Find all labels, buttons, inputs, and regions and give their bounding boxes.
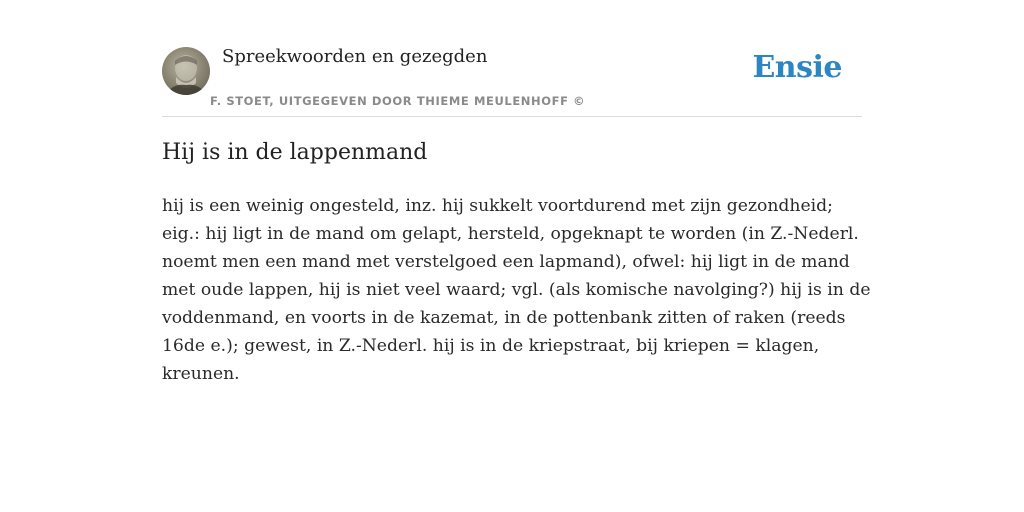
source-title[interactable]: Spreekwoorden en gezegden <box>222 46 488 67</box>
definition-line: met oude lappen, hij is niet veel waard; vgl. (als komische navolging?) hij is in de <box>162 280 871 300</box>
definition-line: voddenmand, en voorts in de kazemat, in de pottenbank zitten of raken (reeds <box>162 308 846 328</box>
source-credit: F. STOET, UITGEGEVEN DOOR THIEME MEULENHOFF © <box>210 94 586 108</box>
entry-card <box>162 0 871 512</box>
definition-line: 16de e.); gewest, in Z.-Nederl. hij is in de kriepstraat, bij kriepen = klagen, <box>162 336 820 356</box>
definition-line: eig.: hij ligt in de mand om gelapt, hersteld, opgeknapt te worden (in Z.-Nederl. <box>162 224 859 244</box>
definition-line: noemt men een mand met verstelgoed een lapmand), ofwel: hij ligt in de mand <box>162 252 850 272</box>
source-header <box>162 0 862 117</box>
definition-line: kreunen. <box>162 364 240 384</box>
brand-logo[interactable]: Ensie <box>752 50 842 85</box>
entry-title: Hij is in de lappenmand <box>162 140 428 165</box>
definition-line: hij is een weinig ongesteld, inz. hij sukkelt voortdurend met zijn gezondheid; <box>162 196 833 216</box>
entry-definition <box>162 192 871 388</box>
author-portrait-icon <box>162 47 210 95</box>
